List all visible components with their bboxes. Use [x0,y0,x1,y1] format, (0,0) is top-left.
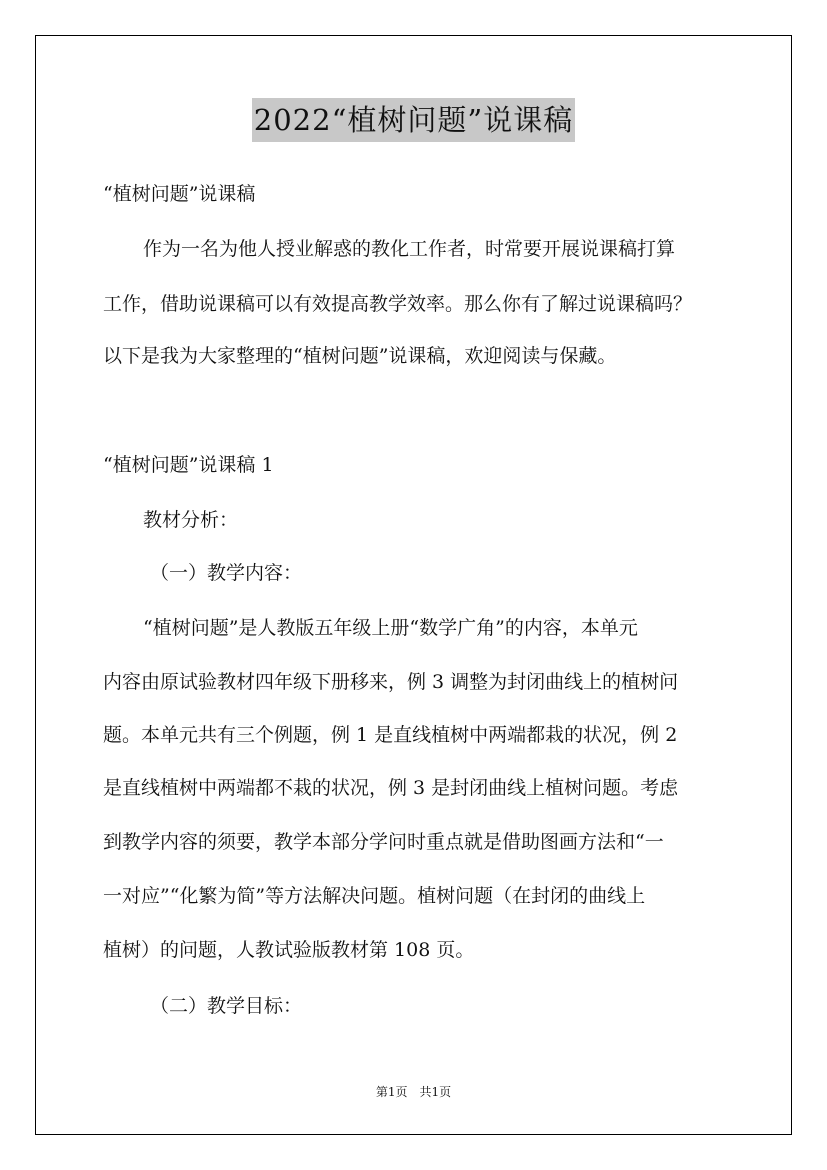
content-line-5: 到教学内容的须要，教学本部分学问时重点就是借助图画方法和“一 [103,831,664,853]
section-heading: “植树问题”说课稿 1 [103,454,274,476]
content-line-6: 一对应”“化繁为简”等方法解决问题。植树问题（在封闭的曲线上 [103,885,646,907]
intro-line-3: 以下是我为大家整理的“植树问题”说课稿，欢迎阅读与保藏。 [103,345,617,367]
subheading-analysis: 教材分析： [143,509,239,531]
subheading-content: （一）教学内容： [150,562,303,584]
intro-line-1: 作为一名为他人授业解惑的教化工作者，时常要开展说课稿打算 [143,238,676,260]
content-line-4: 是直线植树中两端都不栽的状况，例 3 是封闭曲线上植树问题。考虑 [103,777,679,799]
subheading-goals: （二）教学目标： [150,995,303,1017]
intro-line-2: 工作，借助说课稿可以有效提高教学效率。那么你有了解过说课稿吗？ [103,293,693,315]
document-title-text: 2022“植树问题”说课稿 [252,98,575,142]
heading: “植树问题”说课稿 [103,183,256,205]
content-line-2: 内容由原试验教材四年级下册移来，例 3 调整为封闭曲线上的植树问 [103,671,679,693]
document-title [0,98,827,142]
content-line-1: “植树问题”是人教版五年级上册“数学广角”的内容，本单元 [143,617,638,639]
content-line-7: 植树）的问题，人教试验版教材第 108 页。 [103,939,475,961]
page-number: 第1页 共1页 [375,1085,452,1099]
content-line-3: 题。本单元共有三个例题，例 1 是直线植树中两端都栽的状况，例 2 [103,724,678,746]
